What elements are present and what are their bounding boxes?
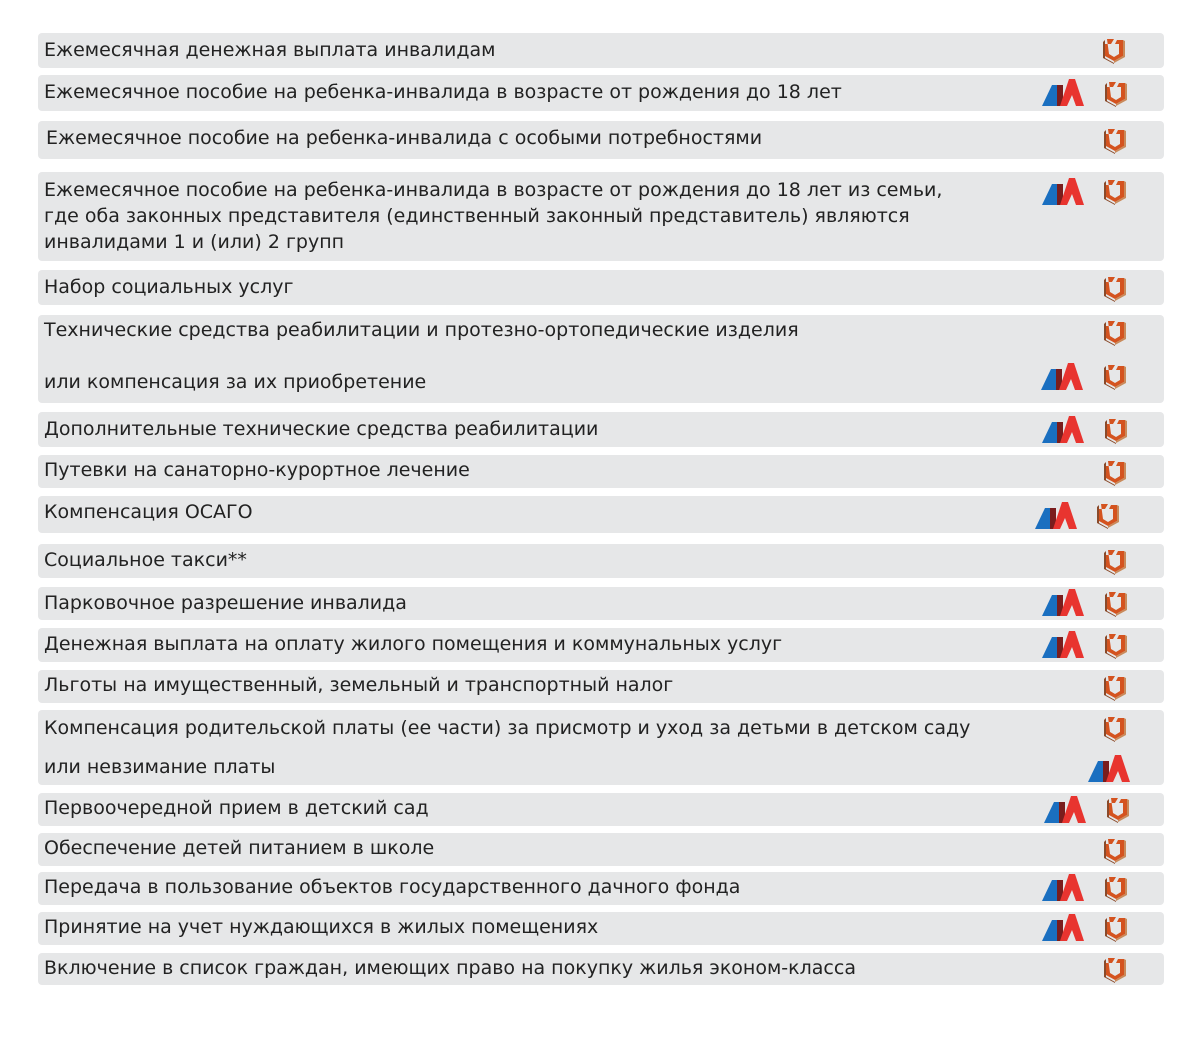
benefit-label-line: Технические средства реабилитации и протезно-ортопедические изделия [44, 319, 799, 341]
mfc-icon [1102, 673, 1128, 701]
gosuslugi-icon [1042, 178, 1084, 206]
benefit-label-line: Ежемесячное пособие на ребенка-инвалида в возрасте от рождения до 18 лет из семьи, [44, 179, 943, 201]
mfc-icon [1102, 126, 1128, 154]
benefit-label: Ежемесячное пособие на ребенка-инвалида в возрасте от рождения до 18 лет [44, 81, 842, 103]
benefit-row [38, 544, 1164, 578]
mfc-icon [1102, 714, 1128, 742]
gosuslugi-icon [1042, 914, 1084, 942]
benefit-row [38, 412, 1164, 447]
benefit-row [38, 953, 1164, 985]
mfc-icon [1101, 36, 1127, 64]
benefit-label: Ежемесячная денежная выплата инвалидам [44, 39, 496, 61]
mfc-icon [1102, 318, 1128, 346]
benefit-row [38, 670, 1164, 703]
benefit-label: Денежная выплата на оплату жилого помещения и коммунальных услуг [44, 633, 783, 655]
benefit-label: Набор социальных услуг [44, 276, 294, 298]
mfc-icon [1103, 79, 1129, 107]
mfc-icon [1102, 955, 1128, 983]
benefit-label-line: Компенсация родительской платы (ее части) за присмотр и уход за детьми в детском саду [44, 717, 971, 739]
benefit-label-line: где оба законных представителя (единственный законный представитель) являются [44, 205, 910, 227]
benefit-label: Обеспечение детей питанием в школе [44, 837, 435, 859]
gosuslugi-icon [1042, 589, 1084, 617]
mfc-icon [1102, 458, 1128, 486]
benefit-row [38, 455, 1164, 488]
benefit-label: Дополнительные технические средства реабилитации [44, 418, 599, 440]
benefit-row [38, 587, 1164, 620]
benefit-label-line: или невзимание платы [44, 756, 276, 778]
benefit-row [38, 121, 1164, 159]
benefit-label: Первоочередной прием в детский сад [44, 797, 429, 819]
benefit-label: Социальное такси** [44, 549, 247, 571]
mfc-icon [1102, 274, 1128, 302]
benefit-row [38, 496, 1164, 533]
benefit-label: Передача в пользование объектов государственного дачного фонда [44, 876, 741, 898]
mfc-icon [1105, 795, 1131, 823]
mfc-icon [1102, 177, 1128, 205]
benefit-row [38, 872, 1164, 905]
benefit-label: Компенсация ОСАГО [44, 501, 253, 523]
benefit-label: Парковочное разрешение инвалида [44, 592, 407, 614]
benefit-row [38, 628, 1164, 662]
mfc-icon [1102, 362, 1128, 390]
benefit-label: Путевки на санаторно-курортное лечение [44, 459, 470, 481]
mfc-icon [1103, 416, 1129, 444]
mfc-icon [1103, 914, 1129, 942]
mfc-icon [1095, 501, 1121, 529]
benefit-label: Включение в список граждан, имеющих право на покупку жилья эконом-класса [44, 957, 856, 979]
gosuslugi-icon [1042, 416, 1084, 444]
gosuslugi-icon [1042, 874, 1084, 902]
benefit-label: Льготы на имущественный, земельный и транспортный налог [44, 674, 674, 696]
benefit-row [38, 315, 1164, 403]
gosuslugi-icon [1042, 631, 1084, 659]
benefit-row [38, 710, 1164, 785]
mfc-icon [1102, 547, 1128, 575]
mfc-icon [1103, 631, 1129, 659]
gosuslugi-icon [1042, 79, 1084, 107]
gosuslugi-icon [1044, 796, 1086, 824]
benefit-label-line: инвалидами 1 и (или) 2 групп [44, 231, 345, 253]
benefit-label: Принятие на учет нуждающихся в жилых помещениях [44, 916, 599, 938]
benefit-label-line: или компенсация за их приобретение [44, 371, 427, 393]
mfc-icon [1102, 836, 1128, 864]
mfc-icon [1103, 589, 1129, 617]
benefit-row [38, 172, 1164, 261]
gosuslugi-icon [1041, 363, 1083, 391]
mfc-icon [1103, 874, 1129, 902]
benefit-row [38, 75, 1164, 111]
benefit-label: Ежемесячное пособие на ребенка-инвалида с особыми потребностями [46, 127, 763, 149]
gosuslugi-icon [1035, 502, 1077, 530]
benefit-row [38, 833, 1164, 866]
benefit-row [38, 793, 1164, 826]
benefit-row [38, 912, 1164, 945]
benefit-row [38, 33, 1164, 68]
benefit-row [38, 270, 1164, 305]
gosuslugi-icon [1088, 755, 1130, 783]
